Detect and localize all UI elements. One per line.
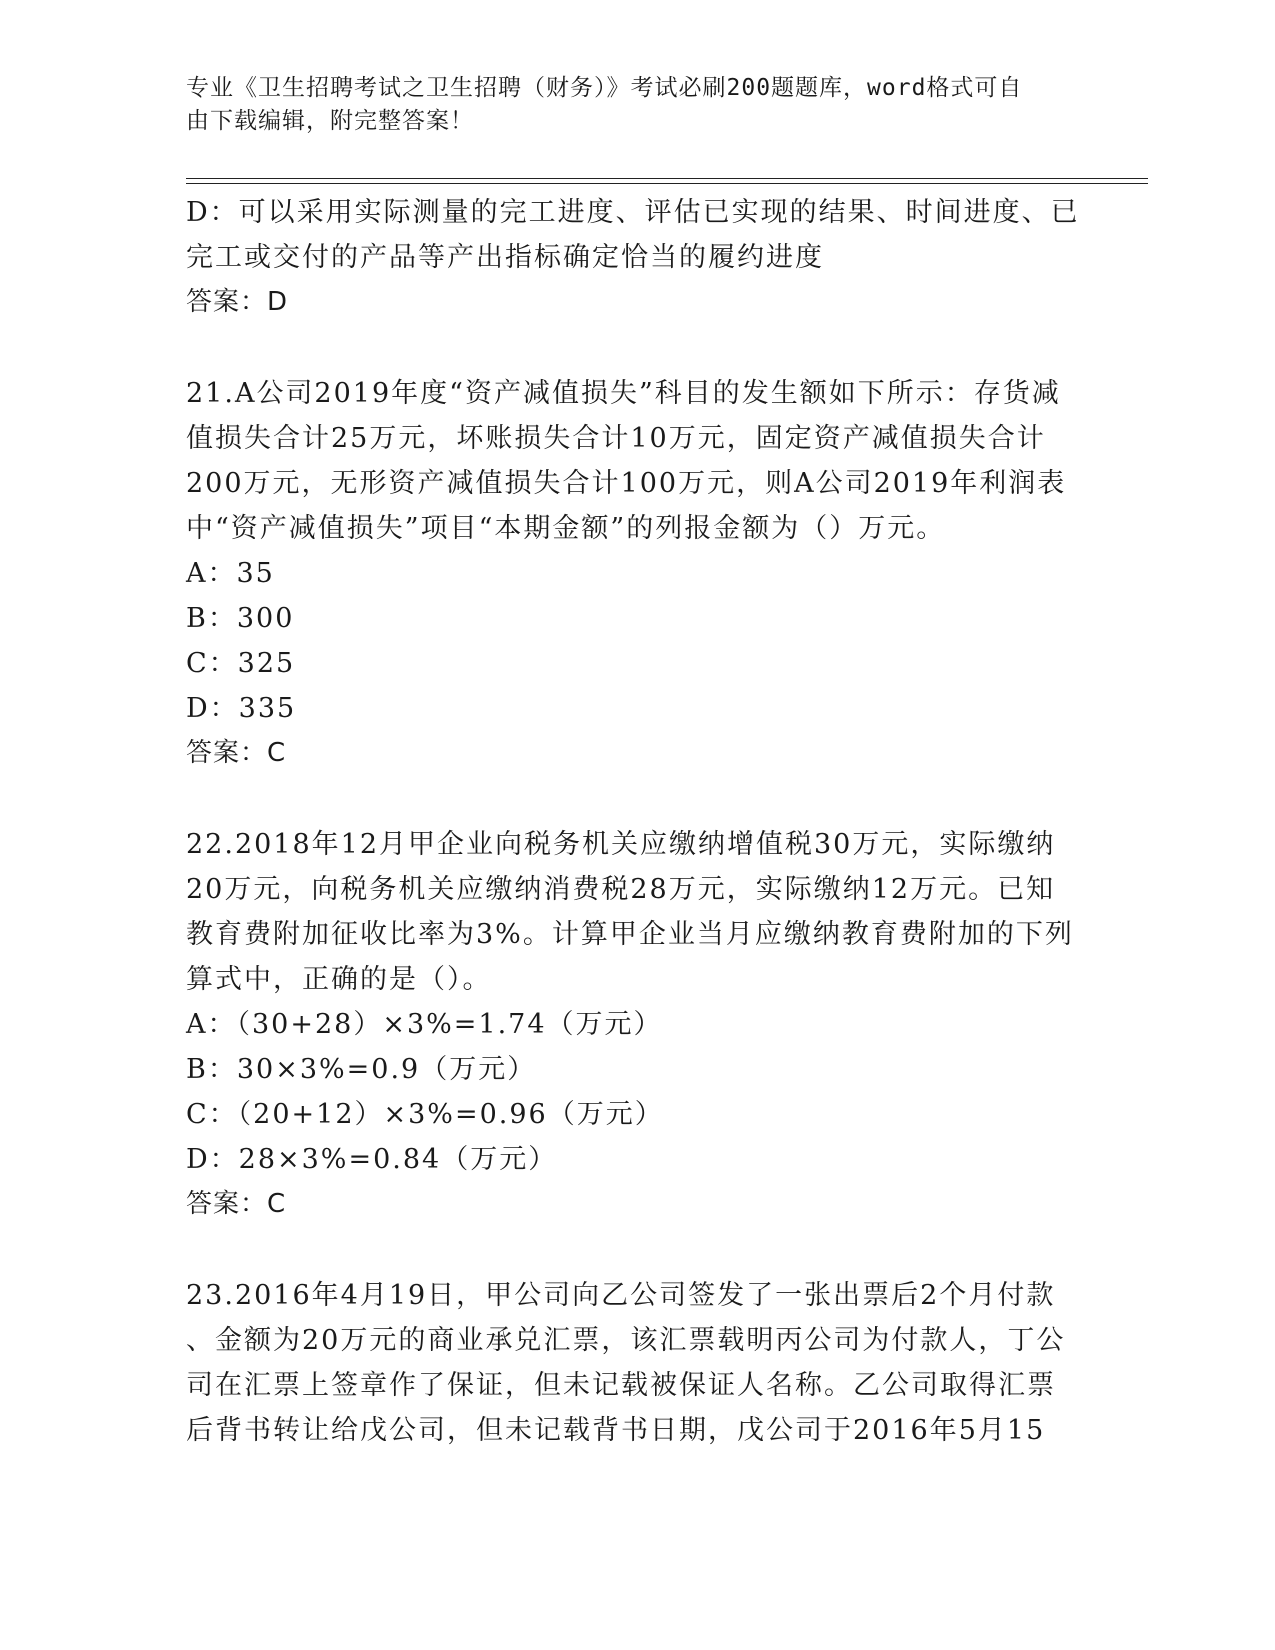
question-22 bbox=[186, 822, 1086, 1227]
option-b: B：300 bbox=[186, 603, 295, 634]
option-a: A：（30+28）×3%=1.74（万元） bbox=[186, 1009, 663, 1040]
option-d: D：28×3%=0.84（万元） bbox=[186, 1144, 558, 1175]
option-d-line-1: D：可以采用实际测量的完工进度、评估已实现的结果、时间进度、已 bbox=[186, 197, 1080, 228]
header-divider-top bbox=[186, 178, 1148, 179]
answer-line: 答案：D bbox=[186, 287, 289, 317]
document-body bbox=[186, 190, 1086, 1453]
option-c: C：325 bbox=[186, 648, 296, 679]
question-stem-line: 23.2016年4月19日，甲公司向乙公司签发了一张出票后2个月付款 bbox=[186, 1280, 1056, 1311]
question-stem-line: 值损失合计25万元，坏账损失合计10万元，固定资产减值损失合计 bbox=[186, 423, 1046, 454]
spacer bbox=[186, 1227, 1086, 1273]
header-line-1: 专业《卫生招聘考试之卫生招聘（财务）》考试必刷200题题库，word格式可自 bbox=[186, 75, 1023, 101]
header-line-2: 由下载编辑，附完整答案！ bbox=[186, 108, 474, 134]
question-stem-line: 算式中，正确的是（）。 bbox=[186, 964, 492, 995]
option-d: D：335 bbox=[186, 693, 297, 724]
question-stem-line: 22.2018年12月甲企业向税务机关应缴纳增值税30万元，实际缴纳 bbox=[186, 829, 1056, 860]
question-23 bbox=[186, 1273, 1086, 1453]
answer-line: 答案：C bbox=[186, 1189, 287, 1219]
header-divider-bottom bbox=[186, 183, 1148, 184]
question-stem-line: 教育费附加征收比率为3%。计算甲企业当月应缴纳教育费附加的下列 bbox=[186, 919, 1074, 950]
spacer bbox=[186, 776, 1086, 822]
option-a: A：35 bbox=[186, 558, 275, 589]
question-stem-line: 后背书转让给戊公司，但未记载背书日期，戊公司于2016年5月15 bbox=[186, 1415, 1046, 1446]
question-stem-line: 、金额为20万元的商业承兑汇票，该汇票载明丙公司为付款人，丁公 bbox=[186, 1325, 1066, 1356]
question-stem-line: 200万元，无形资产减值损失合计100万元，则A公司2019年利润表 bbox=[186, 468, 1067, 499]
spacer bbox=[186, 325, 1086, 371]
question-stem-line: 20万元，向税务机关应缴纳消费税28万元，实际缴纳12万元。已知 bbox=[186, 874, 1056, 905]
question-stem-line: 司在汇票上签章作了保证，但未记载被保证人名称。乙公司取得汇票 bbox=[186, 1370, 1056, 1401]
question-stem-line: 21.A公司2019年度“资产减值损失”科目的发生额如下所示：存货减 bbox=[186, 378, 1061, 409]
answer-line: 答案：C bbox=[186, 738, 287, 768]
option-b: B：30×3%=0.9（万元） bbox=[186, 1054, 537, 1085]
question-21 bbox=[186, 371, 1086, 776]
prev-question bbox=[186, 190, 1086, 325]
question-stem-line: 中“资产减值损失”项目“本期金额”的列报金额为（）万元。 bbox=[186, 513, 946, 544]
option-d-line-2: 完工或交付的产品等产出指标确定恰当的履约进度 bbox=[186, 242, 824, 273]
document-header bbox=[186, 72, 1066, 138]
option-c: C：（20+12）×3%=0.96（万元） bbox=[186, 1099, 664, 1130]
